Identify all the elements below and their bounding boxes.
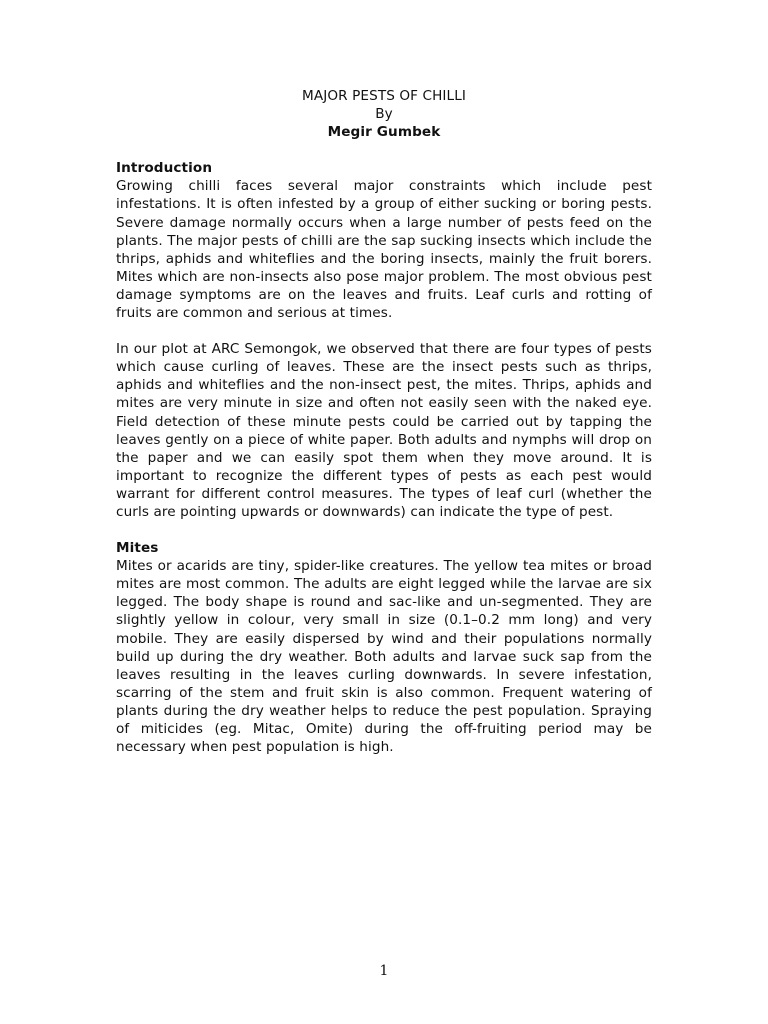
page-number: 1 — [379, 963, 389, 979]
author-name: Megir Gumbek — [327, 124, 441, 141]
document-title: MAJOR PESTS OF CHILLI — [302, 88, 466, 104]
introduction-paragraph-1: Growing chilli faces several major constraints which include pest infestations. It is often infested by a group of either sucking or boring pests. Severe damage normally occurs when a large number of pests feed on the plants. The major pests of chilli are the sap sucking insects which include the thrips, aphids and whiteflies and the boring insects, mainly the fruit borers. Mites which are non-insects also pose major problem. The most obvious pest damage symptoms are on the leaves and fruits. Leaf curls and rotting of fruits are common and serious at times. — [116, 178, 652, 322]
section-heading-mites: Mites — [116, 540, 159, 557]
mites-paragraph-1: Mites or acarids are tiny, spider-like creatures. The yellow tea mites or broad mites are most common. The adults are eight legged while the larvae are six legged. The body shape is round and sac-like and un-segmented. They are slightly yellow in colour, very small in size (0.1–0.2 mm long) and very mobile. They are easily dispersed by wind and their populations normally build up during the dry weather. Both adults and larvae suck sap from the leaves resulting in the leaves curling downwards. In severe infestation, scarring of the stem and fruit skin is also common. Frequent watering of plants during the dry weather helps to reduce the pest population. Spraying of miticides (eg. Mitac, Omite) during the off-fruiting period may be necessary when pest population is high. — [116, 558, 652, 756]
document-body — [116, 87, 652, 756]
by-label: By — [375, 106, 393, 123]
section-heading-introduction: Introduction — [116, 160, 213, 177]
introduction-paragraph-2: In our plot at ARC Semongok, we observed that there are four types of pests which cause curling of leaves. These are the insect pests such as thrips, aphids and whiteflies and the non-insect pest, the mites. Thrips, aphids and mites are very minute in size and often not easily seen with the naked eye. Field detection of these minute pests could be carried out by tapping the leaves gently on a piece of white paper. Both adults and nymphs will drop on the paper and we can easily spot them when they move around. It is important to recognize the different types of pests as each pest would warrant for different control measures. The types of leaf curl (whether the curls are pointing upwards or downwards) can indicate the type of pest. — [116, 341, 652, 520]
